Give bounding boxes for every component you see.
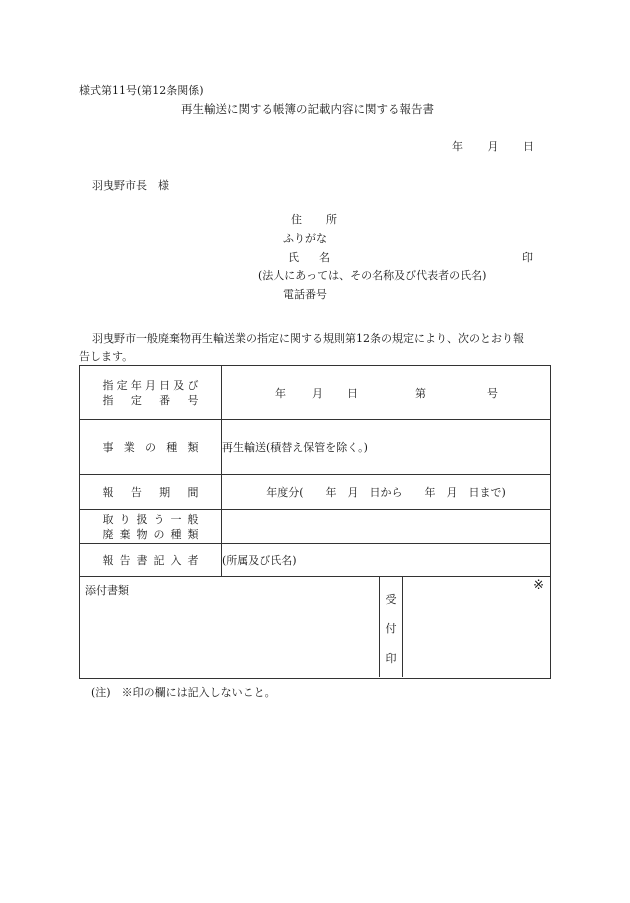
reporter-label-cell: 報 告 書 記 入 者: [80, 544, 222, 577]
waste-type-value[interactable]: [222, 510, 551, 544]
name-label: 氏 名: [288, 251, 330, 264]
office-use-mark: ※: [533, 578, 544, 593]
document-title: 再生輸送に関する帳簿の記載内容に関する報告書: [181, 102, 434, 116]
reporter-value[interactable]: (所属及び氏名): [222, 544, 551, 577]
year-unit: 年: [452, 140, 463, 153]
table-row: [80, 577, 551, 679]
body-text: 羽曳野市一般廃棄物再生輸送業の指定に関する規則第12条の規定により、次のとおり報: [92, 332, 524, 345]
table-row: [80, 420, 551, 475]
designation-label-cell: 指 定 年 月 日 及 び 指 定 番 号: [80, 366, 222, 420]
footnote: (注) ※印の欄には記入しないこと。: [91, 686, 276, 699]
reception-char: 受: [385, 593, 397, 606]
attachments-cell: [80, 577, 551, 679]
business-type-label-cell: 事 業 の 種 類: [80, 420, 222, 475]
furigana-label: ふりがな: [283, 232, 327, 245]
corporation-note: (法人にあっては、その名称及び代表者の氏名): [258, 269, 487, 282]
day-unit: 日: [523, 140, 534, 153]
reception-column: [379, 577, 403, 677]
report-table: [79, 365, 551, 679]
designation-value-cell[interactable]: 年 月 日 第 号: [222, 366, 551, 420]
table-row: [80, 366, 551, 420]
month-unit: 月: [487, 140, 499, 153]
table-row: [80, 510, 551, 544]
seal-mark: 印: [522, 251, 533, 264]
form-number: 様式第11号(第12条関係): [79, 84, 204, 97]
report-date: [452, 138, 534, 154]
reception-char: 付: [385, 622, 397, 635]
table-row: [80, 475, 551, 510]
reception-char: 印: [385, 652, 397, 665]
period-value[interactable]: 年度分( 年 月 日から 年 月 日まで): [222, 475, 551, 510]
addressee: 羽曳野市長 様: [92, 179, 169, 192]
waste-type-label-cell: 取 り 扱 う 一 般 廃 棄 物 の 種 類: [80, 510, 222, 544]
body-text-cont: 告します。: [79, 350, 134, 363]
period-label-cell: 報 告 期 間: [80, 475, 222, 510]
phone-label: 電話番号: [283, 288, 327, 301]
address-label: 住 所: [291, 213, 337, 226]
business-type-value: 再生輸送(積替え保管を除く。): [222, 420, 551, 475]
attachments-label: 添付書類: [85, 584, 129, 597]
table-row: [80, 544, 551, 577]
